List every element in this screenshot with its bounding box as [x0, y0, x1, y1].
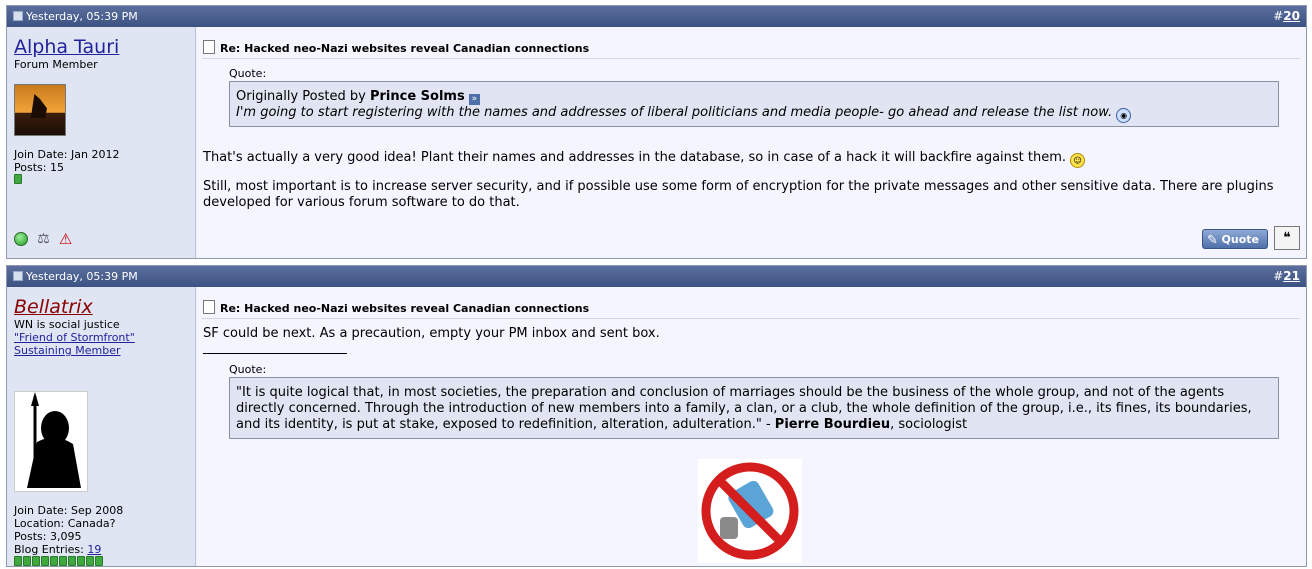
- message-pane: [196, 287, 1306, 566]
- avatar: [14, 84, 66, 136]
- divider: [202, 318, 1300, 319]
- username-link[interactable]: Bellatrix: [14, 296, 93, 318]
- quote-button[interactable]: ✎ Quote: [1202, 229, 1268, 249]
- quote-box: Originally Posted by Prince Solms » I'm going to start registering with the names and addresses of liberal politicians and media people- go ahead and release the list now. ◉: [229, 81, 1279, 127]
- post-number-link[interactable]: 21: [1283, 269, 1300, 283]
- post-header: Yesterday, 05:39 PM #20: [7, 6, 1306, 27]
- user-icons: [14, 230, 77, 248]
- user-pane: [7, 27, 196, 258]
- join-date: Join Date: Sep 2008: [14, 504, 124, 517]
- post-number-link[interactable]: 20: [1283, 9, 1300, 23]
- blog-entries: Blog Entries: 19: [14, 543, 102, 556]
- document-icon: [203, 40, 215, 54]
- pencil-icon: ✎: [1207, 233, 1218, 248]
- post-date: Yesterday, 05:39 PM: [13, 270, 138, 283]
- post-count: Posts: 3,095: [14, 530, 82, 543]
- multi-quote-button[interactable]: ❝: [1274, 226, 1300, 250]
- reputation: [14, 174, 119, 187]
- post-count: Posts: 15: [14, 161, 64, 174]
- document-icon: [203, 300, 215, 314]
- quote-label: Quote:: [229, 67, 267, 80]
- no-mixing-sign-image: [698, 459, 802, 563]
- post-title: Re: Hacked neo-Nazi websites reveal Canadian connections: [203, 300, 589, 315]
- post-date: Yesterday, 05:39 PM: [13, 10, 138, 23]
- quote-author: Prince Solms: [369, 89, 465, 104]
- wolf-icon: [29, 94, 47, 118]
- post-icon: [13, 11, 23, 21]
- sustaining-member-link[interactable]: Sustaining Member: [14, 344, 121, 357]
- signature-quote-text: "It is quite logical that, in most societies, the preparation and conclusion of marriages should be the business of the whole group, and not of the agents directly concerned. Through the introduction of new members into a family, a clan, or a club, the whole definition of the group, i.e., its fines, its boundaries, and its identity, is put at stake, exposed to redefinition, alteration, adulteration." -: [236, 385, 1252, 432]
- post-body: That's actually a very good idea! Plant their names and addresses in the database, so in case of a hack it will backfire against them. ☺ Still, most important is to increase server security, and if possible use some form of encryption for the private messages and other sensitive data. There are plugins developed for various forum software to do that.: [203, 150, 1274, 210]
- user-title: Forum Member: [14, 58, 98, 71]
- divider: [202, 58, 1300, 59]
- user-info: [14, 148, 119, 187]
- silhouette-avatar-icon: [15, 392, 87, 491]
- post-title: Re: Hacked neo-Nazi websites reveal Canadian connections: [203, 40, 589, 55]
- location: Location: Canada?: [14, 517, 116, 530]
- join-date: Join Date: Jan 2012: [14, 148, 120, 161]
- quote-label: Quote:: [229, 363, 267, 376]
- reputation-pip: [14, 174, 22, 184]
- message-pane: [196, 27, 1306, 258]
- signature-separator: [203, 353, 347, 354]
- post-20: [6, 5, 1307, 259]
- blog-entries-link[interactable]: 19: [87, 543, 102, 556]
- post-icon: [13, 271, 23, 281]
- reputation-icon[interactable]: ⚖: [37, 231, 50, 247]
- smiley-icon: ☺: [1070, 153, 1085, 168]
- post-21: [6, 265, 1307, 567]
- user-title: WN is social justice: [14, 318, 120, 331]
- user-info: [14, 504, 123, 569]
- friend-of-stormfront-link[interactable]: "Friend of Stormfront": [14, 331, 135, 344]
- online-status-icon: [14, 232, 28, 246]
- quote-text: I'm going to start registering with the names and addresses of liberal politicians and media people- go ahead and release the list now.: [236, 105, 1113, 120]
- cool-smiley-icon: ◉: [1116, 108, 1131, 123]
- post-header: Yesterday, 05:39 PM #21: [7, 266, 1306, 287]
- signature-quote-author: Pierre Bourdieu: [774, 417, 891, 432]
- view-post-icon[interactable]: »: [469, 94, 480, 105]
- report-icon[interactable]: ⚠: [58, 230, 73, 248]
- avatar: [14, 391, 88, 492]
- user-pane: [7, 287, 196, 566]
- signature-quote-box: "It is quite logical that, in most societies, the preparation and conclusion of marriages should be the business of the whole group, and not of the agents directly concerned. Through the introduction of new members into a family, a clan, or a club, the whole definition of the group, i.e., its fines, its boundaries, and its identity, is put at stake, exposed to redefinition, alteration, adulteration." - Pierre Bourdieu, sociologist: [229, 377, 1279, 439]
- username-link[interactable]: Alpha Tauri: [14, 36, 120, 58]
- post-body: SF could be next. As a precaution, empty your PM inbox and sent box.: [203, 326, 660, 341]
- prohibition-icon: [698, 459, 802, 563]
